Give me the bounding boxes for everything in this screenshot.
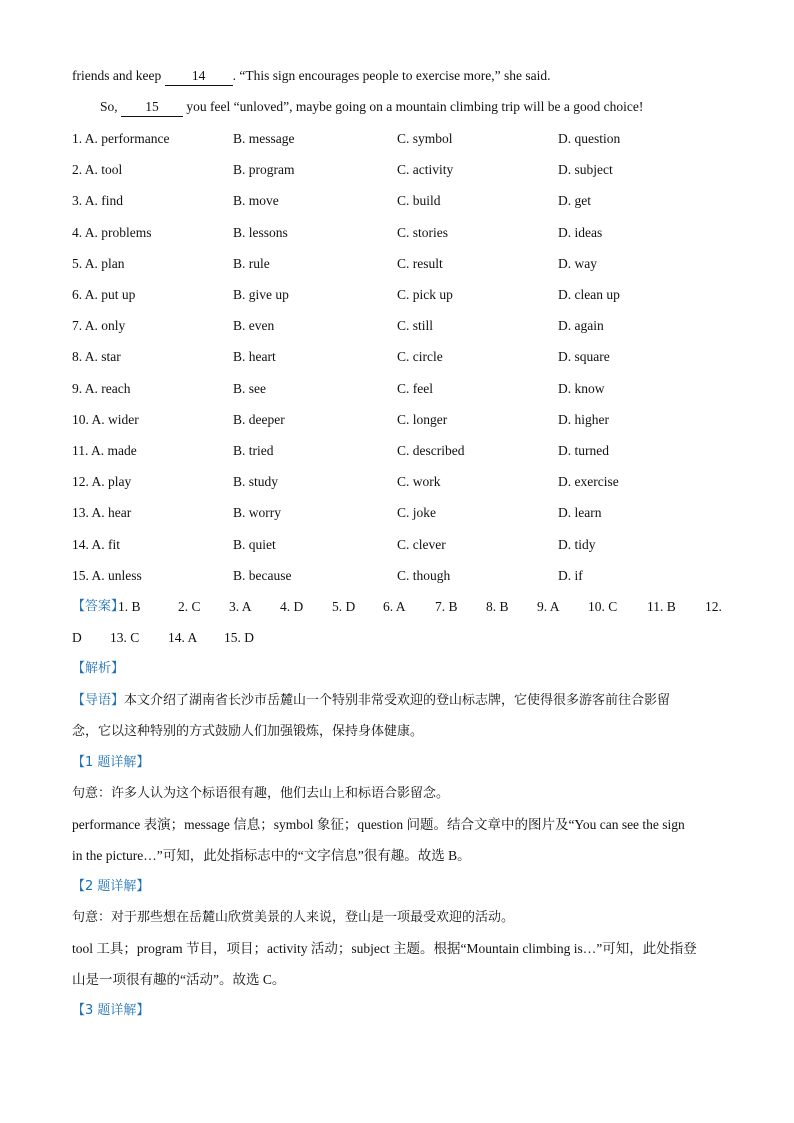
q2-line-3: 山是一项很有趣的“活动”。故选 C。 <box>72 972 286 987</box>
answer-item: 11. B <box>647 599 676 614</box>
option-d: D. again <box>558 318 604 334</box>
option-c: C. though <box>397 567 451 583</box>
answer-item: 8. B <box>486 599 509 614</box>
option-a: 4. A. problems <box>72 224 152 240</box>
option-a: 7. A. only <box>72 318 126 334</box>
option-d: D. learn <box>558 505 602 521</box>
option-b: B. worry <box>233 505 281 521</box>
blank-15: 15 <box>121 98 183 117</box>
option-b: B. tried <box>233 443 274 458</box>
option-a: 8. A. star <box>72 349 121 365</box>
option-a: 9. A. reach <box>72 380 131 396</box>
option-b: B. give up <box>233 287 289 302</box>
option-d: D. ideas <box>558 224 603 240</box>
option-d: D. know <box>558 380 605 396</box>
option-a: 10. A. wider <box>72 411 139 427</box>
option-b: B. even <box>233 318 275 334</box>
guide-line-2: 念，它以这种特别的方式鼓励人们加强锻炼，保持身体健康。 <box>72 724 424 739</box>
q1-line-2: performance 表演；message 信息；symbol 象征；question 问题。结合文章中的图片及“You can see the sign <box>72 817 685 832</box>
option-a: 13. A. hear <box>72 505 132 521</box>
q2-line-2: tool 工具；program 节目，项目；activity 活动；subject 主题。根据“Mountain climbing is…”可知，此处指登 <box>72 941 697 956</box>
option-b: B. see <box>233 380 266 396</box>
answer-item: 4. D <box>280 599 304 614</box>
option-c: C. described <box>397 443 465 458</box>
option-a: 3. A. find <box>72 193 124 209</box>
option-d: D. clean up <box>558 287 620 302</box>
option-a: 1. A. performance <box>72 131 170 146</box>
guide-text: 本文介绍了湖南省长沙市岳麓山一个特别非常受欢迎的登山标志牌，它使得很多游客前往合影留 <box>124 693 671 708</box>
q3-heading: 【3 题详解】 <box>72 1003 150 1018</box>
option-b: B. study <box>233 474 279 490</box>
option-b: B. quiet <box>233 536 276 552</box>
option-c: C. pick up <box>397 287 453 302</box>
passage-text: you feel “unloved”, maybe going on a mountain climbing trip will be a good choice! <box>183 99 644 114</box>
passage-text: So, <box>100 99 122 114</box>
option-d: D. way <box>558 255 597 271</box>
q1-line-3: in the picture…”可知，此处指标志中的“文字信息”很有趣。故选 B。 <box>72 848 471 863</box>
option-a: 15. A. unless <box>72 567 142 583</box>
option-c: C. still <box>397 318 434 334</box>
option-a: 14. A. fit <box>72 536 121 552</box>
answers-label: 【答案】 <box>72 599 125 614</box>
option-b: B. message <box>233 131 295 146</box>
answer-item: 14. A <box>168 630 198 645</box>
option-a: 11. A. made <box>72 443 137 458</box>
option-c: C. joke <box>397 505 436 521</box>
option-b: B. program <box>233 162 295 178</box>
analysis-label: 【解析】 <box>72 661 125 676</box>
option-c: C. build <box>397 193 441 209</box>
option-d: D. tidy <box>558 536 596 552</box>
option-c: C. stories <box>397 224 449 240</box>
passage-text: friends and keep <box>72 68 165 83</box>
answer-item: 2. C <box>178 599 201 614</box>
option-d: D. question <box>558 131 621 146</box>
option-b: B. deeper <box>233 411 285 427</box>
option-c: C. longer <box>397 411 448 427</box>
passage-line-1 <box>72 67 550 86</box>
guide-line-1 <box>72 692 670 710</box>
option-b: B. because <box>233 567 292 583</box>
option-c: C. circle <box>397 349 443 365</box>
option-c: C. feel <box>397 380 433 396</box>
option-c: C. work <box>397 474 441 490</box>
option-c: C. result <box>397 255 443 271</box>
q1-heading: 【1 题详解】 <box>72 755 150 770</box>
option-b: B. heart <box>233 349 276 365</box>
passage-text: . “This sign encourages people to exercise more,” she said. <box>232 68 551 83</box>
option-a: 2. A. tool <box>72 162 123 178</box>
blank-14: 14 <box>165 67 233 86</box>
answer-item: 15. D <box>224 630 254 645</box>
option-d: D. get <box>558 193 591 209</box>
option-d: D. exercise <box>558 474 619 490</box>
q1-line-1: 句意：许多人认为这个标语很有趣，他们去山上和标语合影留念。 <box>72 786 450 801</box>
answer-item: 6. A <box>383 599 406 614</box>
option-b: B. rule <box>233 255 270 271</box>
option-a: 5. A. plan <box>72 255 125 271</box>
option-b: B. move <box>233 193 279 209</box>
option-a: 12. A. play <box>72 474 132 490</box>
option-b: B. lessons <box>233 224 288 240</box>
answer-item: D <box>72 630 82 645</box>
answer-item: 12. <box>705 599 722 614</box>
answer-item: 13. C <box>110 630 140 645</box>
option-c: C. clever <box>397 536 446 552</box>
answer-item: 3. A <box>229 599 252 614</box>
answer-item: 10. C <box>588 599 618 614</box>
option-d: D. if <box>558 567 583 583</box>
option-c: C. symbol <box>397 131 453 146</box>
passage-line-2 <box>100 98 643 117</box>
option-d: D. higher <box>558 411 609 427</box>
answer-item: 1. B <box>118 599 141 614</box>
q2-line-1: 句意：对于那些想在岳麓山欣赏美景的人来说，登山是一项最受欢迎的活动。 <box>72 910 515 925</box>
option-d: D. square <box>558 349 610 365</box>
answer-item: 7. B <box>435 599 458 614</box>
option-d: D. turned <box>558 443 609 458</box>
option-a: 6. A. put up <box>72 287 136 302</box>
answer-item: 9. A <box>537 599 560 614</box>
q2-heading: 【2 题详解】 <box>72 879 150 894</box>
answer-item: 5. D <box>332 599 356 614</box>
option-c: C. activity <box>397 162 454 178</box>
option-d: D. subject <box>558 162 613 178</box>
guide-label: 【导语】 <box>72 693 125 708</box>
